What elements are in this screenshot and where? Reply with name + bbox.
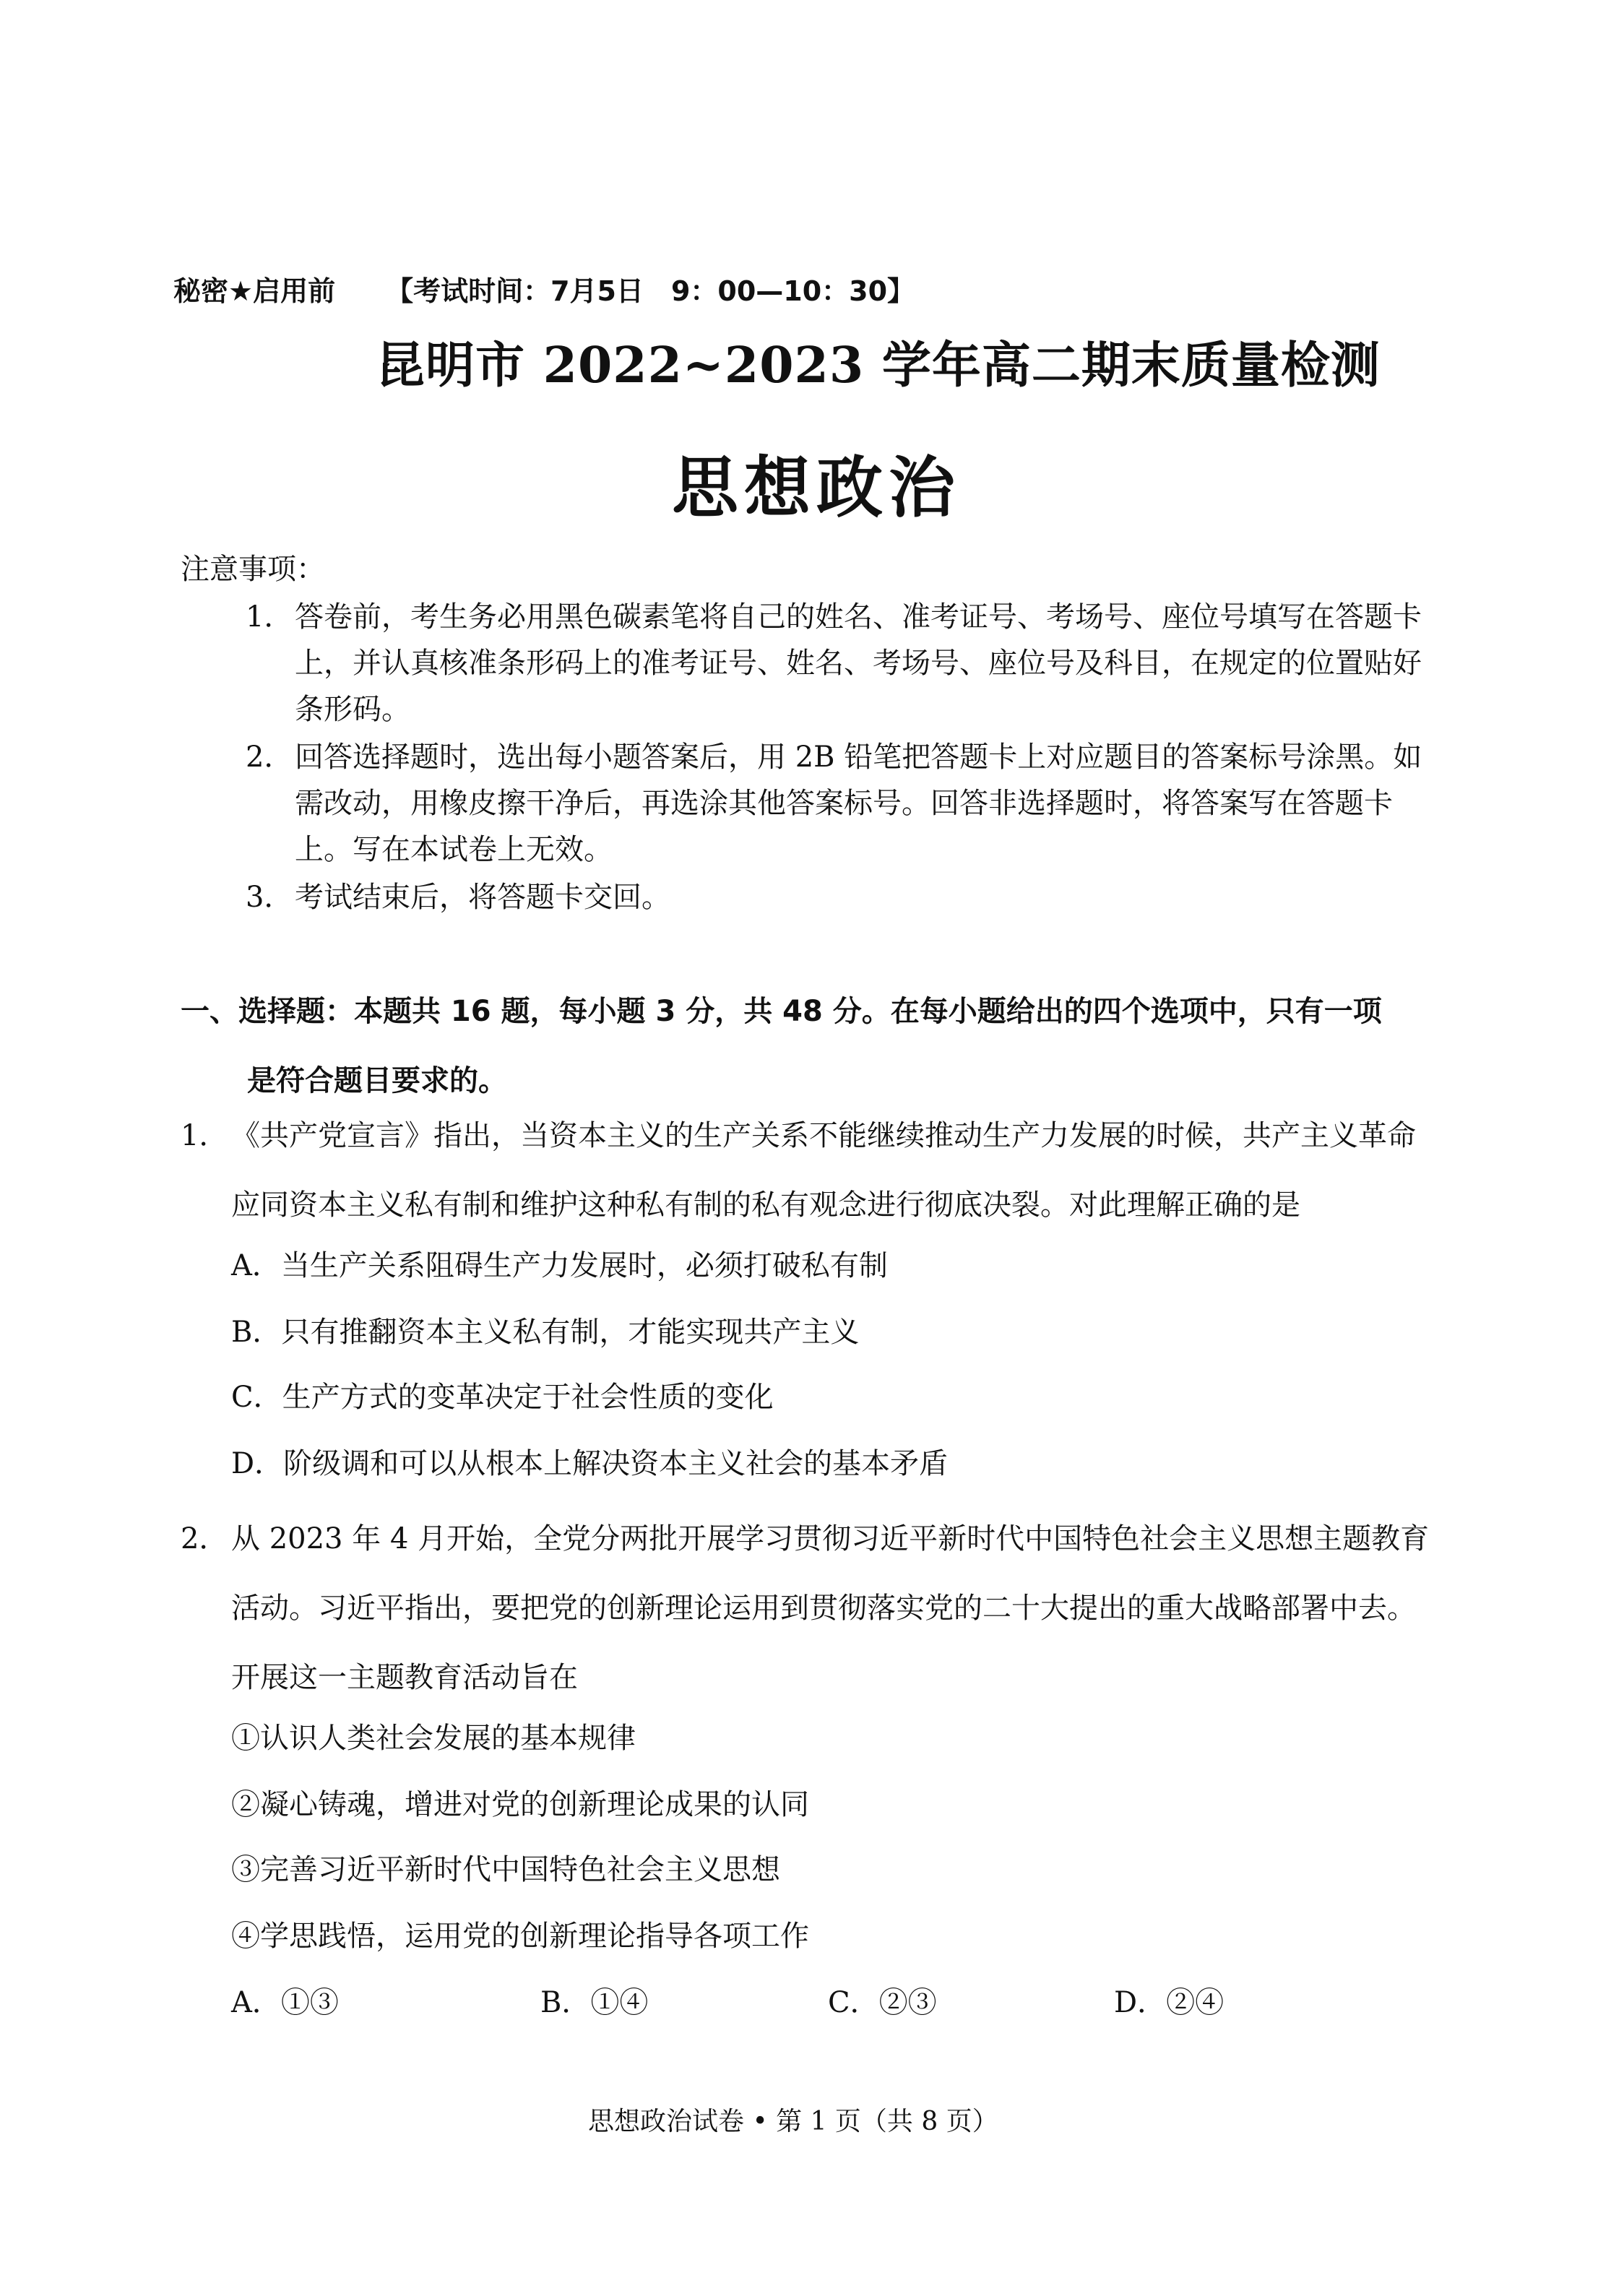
- section-heading: [181, 977, 1438, 1115]
- note-text: 考试结束后，将答题卡交回。: [295, 881, 670, 914]
- subject-title: 思想政治: [672, 449, 962, 527]
- section-heading-line2: 是符合题目要求的。: [247, 1064, 507, 1097]
- note-text: 答卷前，考生务必用黑色碳素笔将自己的姓名、准考证号、考场号、座位号填写在答题卡上，并认真核准条形码上的准考证号、姓名、考场号、座位号及科目，在规定的位置贴好条形码。: [295, 600, 1422, 726]
- q2-statement-3: ③完善习近平新时代中国特色社会主义思想: [231, 1853, 780, 1886]
- note-item: [246, 594, 1430, 733]
- page-footer: 思想政治试卷 • 第 1 页（共 8 页）: [588, 2107, 998, 2136]
- secret-label: 秘密★启用前: [173, 275, 336, 307]
- question-number: 2．: [181, 1522, 228, 1555]
- note-item: [246, 734, 1430, 873]
- header-line: [173, 269, 915, 308]
- q2-statement-4: ④学思践悟，运用党的创新理论指导各项工作: [231, 1920, 809, 1953]
- q1-option-a: A．当生产关系阻碍生产力发展时，必须打破私有制: [231, 1249, 888, 1282]
- question-2-stem: [181, 1504, 1438, 1712]
- note-item: [246, 874, 1430, 920]
- q2-option-b: B．①④: [540, 1986, 649, 2019]
- q2-option-d: D．②④: [1114, 1986, 1225, 2019]
- q1-option-c: C．生产方式的变革决定于社会性质的变化: [231, 1381, 774, 1414]
- q2-statement-2: ②凝心铸魂，增进对党的创新理论成果的认同: [231, 1788, 809, 1821]
- q2-option-c: C．②③: [828, 1986, 937, 2019]
- q2-option-a: A．①③: [231, 1986, 339, 2019]
- section-heading-line1: 一、选择题：本题共 16 题，每小题 3 分，共 48 分。在每小题给出的四个选项中，只有一项: [181, 995, 1382, 1028]
- q1-option-b: B．只有推翻资本主义私有制，才能实现共产主义: [231, 1316, 860, 1349]
- note-text: 回答选择题时，选出每小题答案后，用 2B 铅笔把答题卡上对应题目的答案标号涂黑。如需改动，用橡皮擦干净后，再选涂其他答案标号。回答非选择题时，将答案写在答题卡上。写在本试卷上无效。: [295, 741, 1422, 866]
- exam-time: 【考试时间：7月5日 9：00—10：30】: [386, 275, 915, 307]
- question-1-stem: [181, 1101, 1438, 1240]
- question-text: 从 2023 年 4 月开始，全党分两批开展学习贯彻习近平新时代中国特色社会主义思想主题教育活动。习近平指出，要把党的创新理论运用到贯彻落实党的二十大提出的重大战略部署中去。开展这一主题教育活动旨在: [231, 1522, 1430, 1694]
- q1-option-d: D．阶级调和可以从根本上解决资本主义社会的基本矛盾: [231, 1447, 949, 1480]
- q2-statement-1: ①认识人类社会发展的基本规律: [231, 1722, 636, 1755]
- note-number: 3．: [246, 881, 293, 914]
- notes-heading: 注意事项：: [181, 553, 325, 586]
- question-number: 1．: [181, 1119, 228, 1152]
- question-text: 《共产党宣言》指出，当资本主义的生产关系不能继续推动生产力发展的时候，共产主义革命应同资本主义私有制和维护这种私有制的私有观念进行彻底决裂。对此理解正确的是: [231, 1119, 1416, 1222]
- note-number: 2．: [246, 741, 293, 774]
- note-number: 1．: [246, 600, 293, 634]
- exam-title: 昆明市 2022~2023 学年高二期末质量检测: [376, 337, 1381, 394]
